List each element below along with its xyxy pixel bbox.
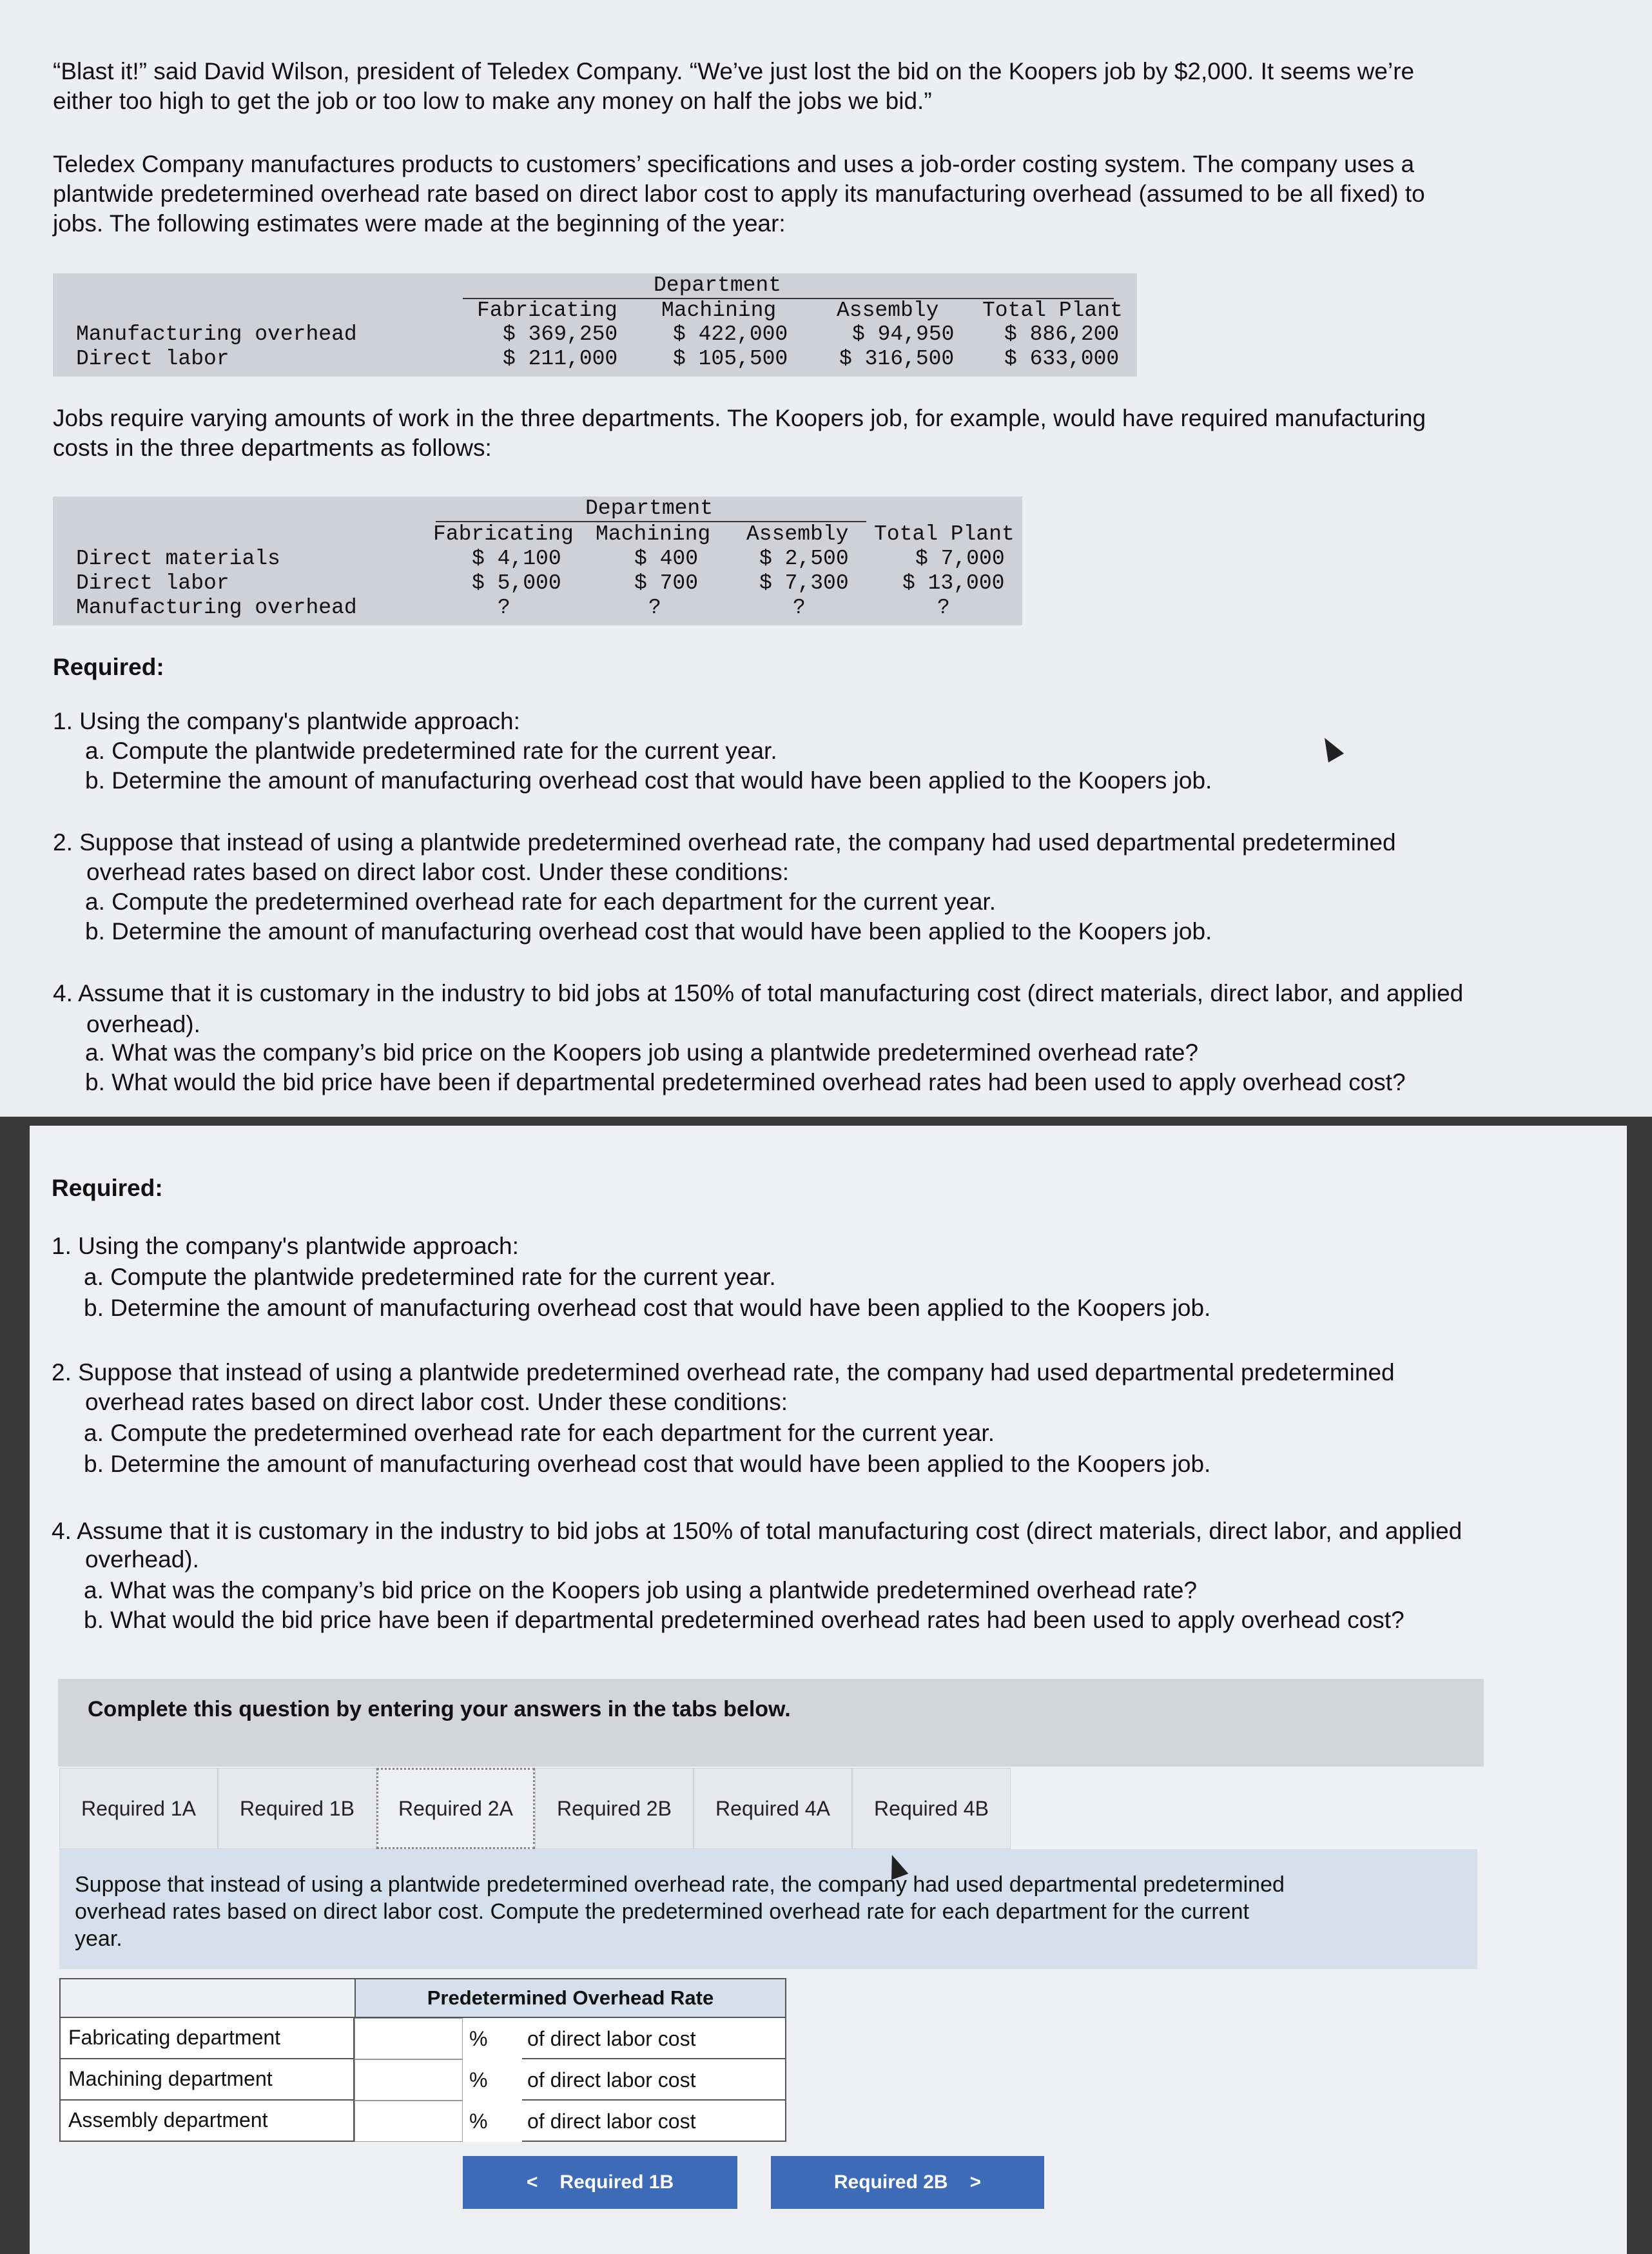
next-button-label: Required 2B — [833, 2171, 948, 2193]
row-label-fabricating: Fabricating department — [59, 2018, 355, 2059]
table2-col-header: Assembly — [746, 522, 849, 546]
required-item: a. What was the company’s bid price on the Koopers job using a plantwide predetermined overhead rate? — [85, 1039, 1199, 1066]
next-button[interactable] — [771, 2156, 1044, 2209]
required-item: b. Determine the amount of manufacturing overhead cost that would have been applied to the Koopers job. — [85, 918, 1212, 945]
prev-button-label: Required 1B — [559, 2171, 674, 2193]
required-heading: Required: — [53, 654, 164, 680]
mouse-cursor-icon — [1317, 733, 1344, 762]
middle-text: costs in the three departments as follows: — [53, 435, 492, 461]
tab-prompt-text: overhead rates based on direct labor cost. Compute the predetermined overhead rate for each department for the current — [75, 1899, 1249, 1924]
machining-rate-input[interactable] — [355, 2059, 463, 2101]
table1-col-header: Assembly — [837, 299, 939, 322]
percent-unit: % — [463, 2059, 522, 2101]
table2-cell: $ 4,100 — [472, 547, 561, 571]
tab-prompt-text: Suppose that instead of using a plantwide predetermined overhead rate, the company had used departmental predetermined — [75, 1872, 1285, 1897]
required-item: 2. Suppose that instead of using a plantwide predetermined overhead rate, the company had used departmental predetermined — [52, 1359, 1395, 1386]
row-label-machining: Machining department — [59, 2059, 355, 2101]
intro-text: either too high to get the job or too low to make any money on half the jobs we bid.” — [53, 88, 932, 114]
table1-cell: $ 211,000 — [503, 347, 618, 371]
table2-group-header: Department — [585, 496, 714, 520]
required-item: 4. Assume that it is customary in the industry to bid jobs at 150% of total manufacturing cost (direct materials, direct labor, and applied — [52, 1518, 1463, 1544]
rate-suffix: of direct labor cost — [522, 2018, 786, 2059]
table1-group-header: Department — [654, 273, 782, 297]
table1-cell: $ 886,200 — [1004, 322, 1120, 346]
tab-required-2b[interactable]: Required 2B — [535, 1768, 694, 1849]
required-item: overhead). — [86, 1011, 200, 1037]
required-item: b. What would the bid price have been if departmental predetermined overhead rates had been used to apply overhead cost? — [85, 1069, 1406, 1095]
tab-prompt-text: year. — [75, 1926, 122, 1951]
rate-suffix: of direct labor cost — [522, 2059, 786, 2101]
table1-col-header: Total Plant — [982, 299, 1123, 322]
prev-button[interactable] — [463, 2156, 737, 2209]
intro-text: plantwide predetermined overhead rate based on direct labor cost to apply its manufacturing overhead (assumed to be all fixed) to — [53, 181, 1425, 207]
intro-text: jobs. The following estimates were made at the beginning of the year: — [53, 210, 786, 237]
answer-table-header: Predetermined Overhead Rate — [355, 1978, 786, 2018]
table2-cell: $ 7,300 — [759, 571, 849, 595]
table2-cell: ? — [498, 596, 510, 620]
table1-col-header: Fabricating — [477, 299, 617, 322]
required-item: a. Compute the plantwide predetermined rate for the current year. — [85, 738, 777, 764]
required-item: b. Determine the amount of manufacturing overhead cost that would have been applied to the Koopers job. — [85, 767, 1212, 794]
fabricating-rate-input[interactable] — [355, 2018, 463, 2059]
table2-cell: $ 13,000 — [902, 571, 1005, 595]
required-item: a. Compute the predetermined overhead rate for each department for the current year. — [85, 888, 996, 915]
tab-required-1a[interactable]: Required 1A — [59, 1768, 218, 1849]
required-item: 2. Suppose that instead of using a plantwide predetermined overhead rate, the company had used departmental predetermined — [53, 829, 1396, 856]
tab-required-4b[interactable]: Required 4B — [852, 1768, 1011, 1849]
percent-unit: % — [463, 2018, 522, 2059]
required-item: a. Compute the plantwide predetermined rate for the current year. — [84, 1264, 776, 1290]
table2-cell: $ 400 — [634, 547, 699, 571]
required-heading: Required: — [52, 1175, 163, 1201]
assembly-rate-input[interactable] — [355, 2101, 463, 2142]
table2-row-label: Manufacturing overhead — [76, 596, 357, 620]
required-item: b. Determine the amount of manufacturing overhead cost that would have been applied to the Koopers job. — [84, 1451, 1211, 1477]
table2-col-header: Fabricating — [433, 522, 574, 546]
table2-col-header: Machining — [596, 522, 711, 546]
instruction-text: Complete this question by entering your answers in the tabs below. — [88, 1697, 791, 1721]
tab-required-2a[interactable]: Required 2A — [376, 1768, 535, 1849]
tab-required-1b[interactable]: Required 1B — [218, 1768, 376, 1849]
chevron-left-icon: < — [526, 2171, 538, 2193]
required-item: b. What would the bid price have been if departmental predetermined overhead rates had been used to apply overhead cost? — [84, 1607, 1404, 1633]
required-item: overhead rates based on direct labor cost. Under these conditions: — [86, 859, 790, 885]
chevron-right-icon: > — [969, 2171, 982, 2193]
table1-cell: $ 94,950 — [852, 322, 955, 346]
table1-cell: $ 369,250 — [503, 322, 618, 346]
required-item: 4. Assume that it is customary in the industry to bid jobs at 150% of total manufacturing cost (direct materials, direct labor, and applied — [53, 980, 1464, 1006]
table2-cell: $ 700 — [634, 571, 699, 595]
table2-row-label: Direct materials — [76, 547, 280, 571]
table2-cell: $ 5,000 — [472, 571, 561, 595]
middle-text: Jobs require varying amounts of work in the three departments. The Koopers job, for example, would have required manufacturing — [53, 405, 1426, 431]
table2-cell: ? — [937, 596, 950, 620]
problem-panel-top — [0, 0, 1652, 1117]
table2-cell: $ 2,500 — [759, 547, 849, 571]
table2-row-label: Direct labor — [76, 571, 229, 595]
rate-suffix: of direct labor cost — [522, 2101, 786, 2142]
table1-row-label: Manufacturing overhead — [76, 322, 357, 346]
table1-cell: $ 105,500 — [673, 347, 788, 371]
answer-table-corner — [59, 1978, 355, 2018]
required-item: b. Determine the amount of manufacturing overhead cost that would have been applied to the Koopers job. — [84, 1295, 1211, 1321]
table2-col-header: Total Plant — [874, 522, 1015, 546]
row-label-assembly: Assembly department — [59, 2101, 355, 2142]
intro-text: “Blast it!” said David Wilson, president of Teledex Company. “We’ve just lost the bid on the Koopers job by $2,000. It seems we’re — [53, 58, 1415, 84]
table2-cell: ? — [793, 596, 806, 620]
percent-unit: % — [463, 2101, 522, 2142]
required-item: a. Compute the predetermined overhead rate for each department for the current year. — [84, 1420, 995, 1446]
tab-required-4a[interactable]: Required 4A — [694, 1768, 852, 1849]
required-item: 1. Using the company's plantwide approach: — [53, 708, 520, 734]
required-item: overhead). — [85, 1546, 199, 1573]
table2-cell: $ 7,000 — [915, 547, 1005, 571]
table1-cell: $ 633,000 — [1004, 347, 1120, 371]
required-item: 1. Using the company's plantwide approach: — [52, 1233, 519, 1259]
table1-row-label: Direct labor — [76, 347, 229, 371]
intro-text: Teledex Company manufactures products to customers’ specifications and uses a job-order costing system. The company uses a — [53, 151, 1415, 177]
table1-col-header: Machining — [661, 299, 777, 322]
required-item: a. What was the company’s bid price on the Koopers job using a plantwide predetermined overhead rate? — [84, 1577, 1198, 1603]
table1-cell: $ 316,500 — [839, 347, 955, 371]
table1-cell: $ 422,000 — [673, 322, 788, 346]
table2-cell: ? — [648, 596, 661, 620]
required-item: overhead rates based on direct labor cost. Under these conditions: — [85, 1389, 788, 1415]
